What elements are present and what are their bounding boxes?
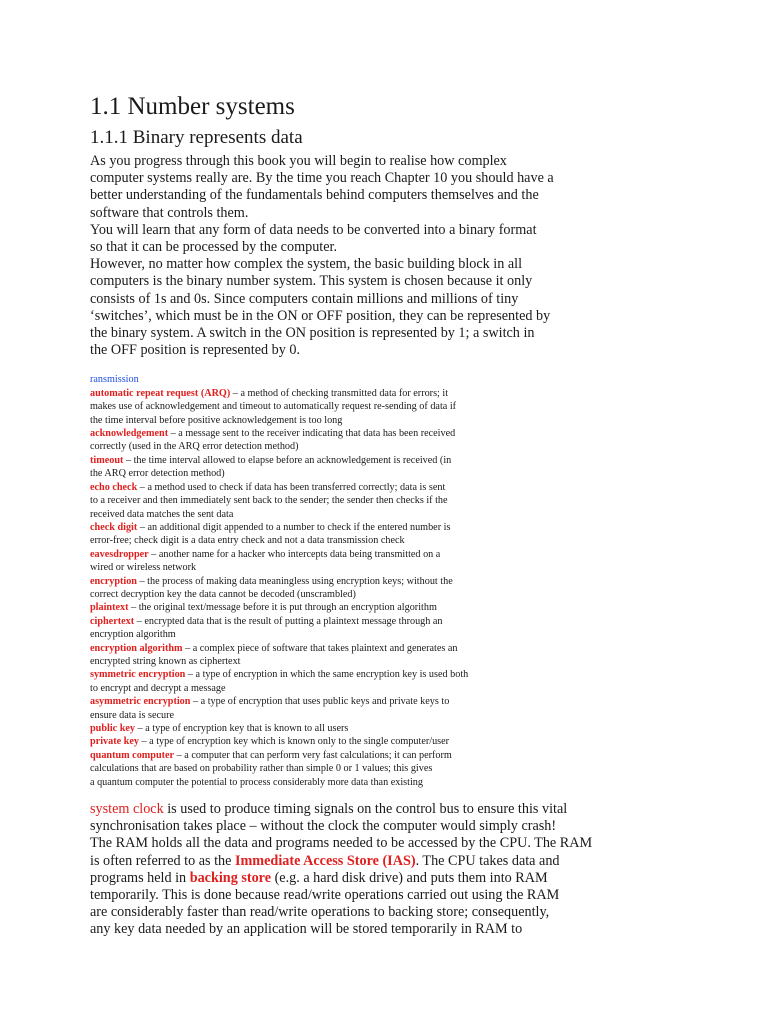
glossary-term: automatic repeat request (ARQ): [90, 387, 231, 399]
memory-line: synchronisation takes place – without the clock the computer would simply crash!: [90, 818, 557, 835]
intro-line: so that it can be processed by the computer.: [90, 239, 338, 256]
glossary-entry: [90, 722, 690, 735]
intro-line: software that controls them.: [90, 204, 249, 221]
glossary-section-link[interactable]: ransmission: [90, 374, 139, 386]
memory-line: [90, 870, 690, 887]
ias-term: Immediate Access Store (IAS): [234, 852, 416, 869]
section-subtitle: 1.1.1 Binary represents data: [90, 127, 303, 148]
glossary-definition: – a type of encryption key that is known to all users: [135, 723, 349, 734]
glossary-term: symmetric encryption: [90, 669, 186, 681]
glossary-definition: – a computer that can perform very fast calculations; it can perform calculations that are based on probability rather than simple 0 or 1 values; this gives a quantum computer the potential to process considerably more data than existing: [90, 749, 452, 788]
intro-line: consists of 1s and 0s. Since computers contain millions and millions of tiny: [90, 290, 519, 307]
glossary-definition: – a type of encryption in which the same encryption key is used both to encrypt and decrypt a message: [90, 669, 469, 694]
document-page: [90, 92, 690, 939]
glossary-definition: – an additional digit appended to a number to check if the entered number is error-free; check digit is a data entry check and not a data transmission check: [90, 521, 451, 547]
glossary-entry: [90, 668, 690, 695]
glossary-term: plaintext: [90, 602, 129, 614]
memory-line: The RAM holds all the data and programs needed to be accessed by the CPU. The RAM: [90, 835, 593, 852]
glossary-entry: [90, 642, 690, 669]
backing-store-term: backing store: [189, 869, 272, 886]
glossary-term: encryption: [90, 575, 137, 587]
intro-line: However, no matter how complex the system, the basic building block in all: [90, 256, 523, 273]
memory-line: [90, 801, 690, 818]
glossary-term: asymmetric encryption: [90, 696, 191, 708]
glossary-definition: – a type of encryption key which is known only to the single computer/user: [138, 736, 450, 748]
glossary-definition: – a method used to check if data has been transferred correctly; data is sent to a receiver and then immediately sent back to the sender; the sender then checks if the received data matches the sent data: [90, 481, 448, 520]
intro-line: ‘switches’, which must be in the ON or OFF position, they can be represented by: [90, 307, 551, 324]
memory-text: (e.g. a hard disk drive) and puts them into RAM: [271, 869, 548, 886]
glossary-entry: [90, 749, 690, 789]
memory-line: [90, 853, 690, 870]
glossary-list: [90, 373, 690, 789]
memory-line: temporarily. This is done because read/write operations carried out using the RAM: [90, 887, 560, 904]
page-title: 1.1 Number systems: [90, 93, 295, 120]
glossary-definition: – a method of checking transmitted data for errors; it makes use of acknowledgement and timeout to automatically request re-sending of data if the time interval before positive acknowledgement is too long: [90, 387, 457, 426]
memory-text: . The CPU takes data and: [415, 852, 560, 869]
system-clock-term: system clock: [90, 801, 164, 818]
glossary-term: timeout: [90, 454, 124, 466]
glossary-term: acknowledgement: [90, 428, 169, 440]
glossary-entry: [90, 735, 690, 748]
glossary-term: check digit: [90, 521, 138, 533]
glossary-entry: [90, 481, 690, 521]
glossary-definition: – the original text/message before it is put through an encryption algorithm: [128, 602, 437, 614]
glossary-entry: [90, 427, 690, 454]
memory-text: programs held in: [90, 869, 190, 886]
glossary-definition: – a type of encryption that uses public keys and private keys to ensure data is secure: [90, 696, 450, 721]
glossary-definition: – the time interval allowed to elapse before an acknowledgement is received (in the ARQ error detection method): [90, 454, 452, 480]
glossary-term: eavesdropper: [90, 548, 149, 560]
glossary-entry: [90, 615, 690, 642]
memory-line: any key data needed by an application will be stored temporarily in RAM to: [90, 921, 523, 938]
glossary-definition: – a complex piece of software that takes plaintext and generates an encrypted string known as ciphertext: [90, 642, 458, 667]
intro-line: the OFF position is represented by 0.: [90, 342, 301, 359]
memory-paragraph: [90, 801, 690, 939]
intro-line: computer systems really are. By the time you reach Chapter 10 you should have a: [90, 170, 554, 187]
glossary-definition: – encrypted data that is the result of putting a plaintext message through an encryption algorithm: [90, 615, 443, 641]
glossary-definition: – another name for a hacker who intercepts data being transmitted on a wired or wireless network: [90, 548, 441, 574]
intro-paragraph: [90, 153, 690, 359]
glossary-entry: [90, 575, 690, 602]
glossary-term: public key: [90, 723, 136, 734]
glossary-term: quantum computer: [90, 749, 175, 761]
glossary-definition: – the process of making data meaningless using encryption keys; without the correct decryption key the data cannot be decoded (unscrambled): [90, 575, 453, 600]
glossary-entry: [90, 387, 690, 427]
glossary-entry: [90, 601, 690, 614]
memory-text: is used to produce timing signals on the control bus to ensure this vital: [163, 801, 568, 818]
glossary-term: ciphertext: [90, 615, 135, 627]
memory-text: is often referred to as the: [90, 852, 235, 869]
intro-line: As you progress through this book you will begin to realise how complex: [90, 153, 507, 169]
memory-line: are considerably faster than read/write operations to backing store; consequently,: [90, 904, 550, 921]
glossary-entry: [90, 521, 690, 548]
glossary-entry: [90, 695, 690, 722]
glossary-entry: [90, 454, 690, 481]
intro-line: the binary system. A switch in the ON position is represented by 1; a switch in: [90, 325, 535, 342]
glossary-term: encryption algorithm: [90, 642, 183, 654]
intro-line: better understanding of the fundamentals behind computers themselves and the: [90, 187, 539, 204]
glossary-definition: – a message sent to the receiver indicating that data has been received correctly (used in the ARQ error detection method): [90, 428, 456, 453]
glossary-term: echo check: [90, 481, 138, 493]
intro-line: computers is the binary number system. This system is chosen because it only: [90, 273, 533, 290]
glossary-term: private key: [90, 736, 139, 748]
intro-line: You will learn that any form of data needs to be converted into a binary format: [90, 221, 537, 238]
glossary-entry: [90, 548, 690, 575]
